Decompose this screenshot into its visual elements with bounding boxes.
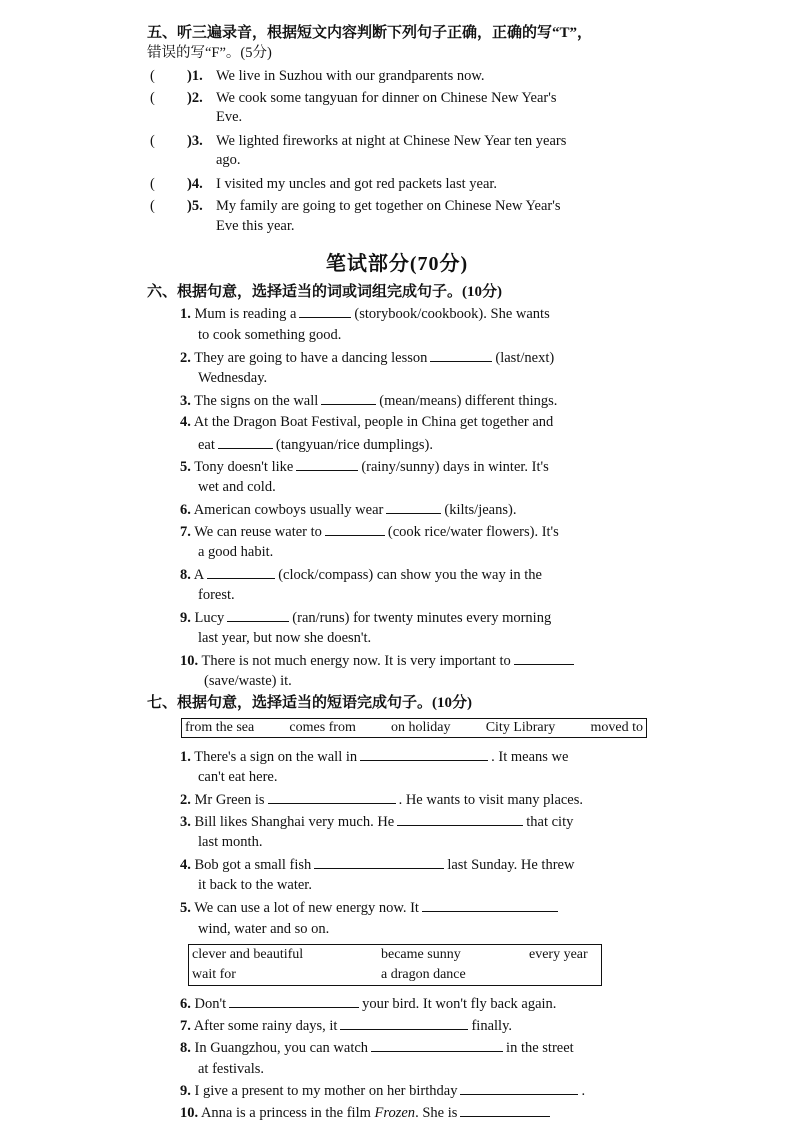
q6-item-5-cont: wet and cold.: [198, 479, 276, 495]
q7-item-8: 8. In Guangzhou, you can watch in the street: [180, 1040, 574, 1056]
q6-item-10-cont: (save/waste) it.: [204, 673, 292, 689]
q6-item-9-cont: last year, but now she doesn't.: [198, 630, 372, 646]
section-5-heading-cont: 错误的写“F”。(5分): [147, 45, 272, 61]
q6-item-3: 3. The signs on the wall (mean/means) different things.: [180, 393, 558, 409]
q6-item-7-cont: a good habit.: [198, 544, 274, 560]
q6-item-8-cont: forest.: [198, 587, 235, 603]
q7-item-1-cont: can't eat here.: [198, 769, 278, 785]
q6-item-6: 6. American cowboys usually wear (kilts/jeans).: [180, 502, 517, 518]
q7-item-5-cont: wind, water and so on.: [198, 921, 330, 937]
q7-item-3: 3. Bill likes Shanghai very much. He that city: [180, 814, 574, 830]
q6-item-2-cont: Wednesday.: [198, 370, 268, 386]
q7-item-10: 10. Anna is a princess in the film Frozen. She is: [180, 1103, 553, 1122]
tf-item-2-cont: Eve.: [216, 109, 243, 125]
written-section-title: 笔试部分(70分): [325, 253, 469, 275]
tf-item-5: ( )5. My family are going to get together on Chinese New Year's: [150, 198, 561, 214]
q6-item-4: 4. At the Dragon Boat Festival, people in China get together and: [180, 414, 554, 430]
q6-item-7: 7. We can reuse water to (cook rice/water flowers). It's: [180, 524, 559, 540]
word-bank-option: comes from: [289, 720, 356, 735]
q7-item-7: 7. After some rainy days, it finally.: [180, 1018, 513, 1034]
word-bank-option: clever and beautiful: [192, 947, 304, 962]
tf-item-3: ( )3. We lighted fireworks at night at Chinese New Year ten years: [150, 133, 567, 149]
word-bank-option: from the sea: [185, 720, 255, 735]
q7-item-3-cont: last month.: [198, 834, 263, 850]
word-bank-option: every year: [529, 947, 588, 962]
word-bank-option: wait for: [192, 967, 236, 982]
q6-item-8: 8. A (clock/compass) can show you the way in the: [180, 567, 542, 583]
q7-item-5: 5. We can use a lot of new energy now. It: [180, 898, 561, 917]
tf-item-2: ( )2. We cook some tangyuan for dinner on Chinese New Year's: [150, 90, 557, 106]
q7-item-9: 9. I give a present to my mother on her birthday .: [180, 1083, 586, 1099]
q6-item-2: 2. They are going to have a dancing lesson (last/next): [180, 350, 555, 366]
q6-item-9: 9. Lucy (ran/runs) for twenty minutes every morning: [180, 610, 552, 626]
word-bank-option: moved to: [590, 720, 643, 735]
q7-item-4-cont: it back to the water.: [198, 877, 312, 893]
section-7-heading: 七、根据句意，选择适当的短语完成句子。(10分): [147, 695, 472, 711]
word-bank-option: on holiday: [391, 720, 451, 735]
tf-item-4: ( )4. I visited my uncles and got red packets last year.: [150, 176, 498, 192]
word-bank-box-2: [188, 944, 602, 986]
tf-item-5-cont: Eve this year.: [216, 218, 295, 234]
q7-item-4: 4. Bob got a small fish last Sunday. He threw: [180, 857, 575, 873]
section-6-heading: 六、根据句意，选择适当的词或词组完成句子。(10分): [147, 284, 502, 300]
tf-item-1: ( )1. We live in Suzhou with our grandparents now.: [150, 68, 485, 84]
q7-item-2: 2. Mr Green is . He wants to visit many places.: [180, 792, 584, 808]
word-bank-option: a dragon dance: [381, 967, 466, 982]
q7-item-1: 1. There's a sign on the wall in . It means we: [180, 749, 569, 765]
q6-item-5: 5. Tony doesn't like (rainy/sunny) days in winter. It's: [180, 459, 549, 475]
tf-item-3-cont: ago.: [216, 152, 241, 168]
q6-item-4-cont: eat (tangyuan/rice dumplings).: [198, 437, 433, 453]
q7-item-8-cont: at festivals.: [198, 1061, 265, 1077]
word-bank-option: became sunny: [381, 947, 461, 962]
word-bank-box-1: [181, 718, 647, 738]
word-bank-option: City Library: [485, 720, 556, 735]
q6-item-1-cont: to cook something good.: [198, 327, 342, 343]
q6-item-1: 1. Mum is reading a (storybook/cookbook). She wants: [180, 306, 550, 322]
q7-item-6: 6. Don't your bird. It won't fly back again.: [180, 996, 557, 1012]
q6-item-10: 10. There is not much energy now. It is very important to: [180, 651, 577, 670]
section-5-heading: 五、听三遍录音，根据短文内容判断下列句子正确，正确的写“T”，: [147, 25, 593, 41]
